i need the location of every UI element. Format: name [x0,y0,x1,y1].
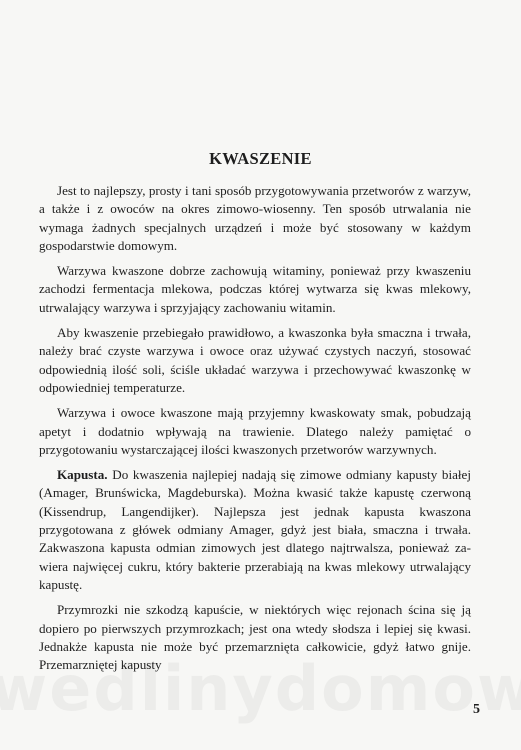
page-number: 5 [473,702,480,717]
paragraph [39,324,471,397]
paragraph-text: Warzywa i owoce kwaszone mają przyjemny kwaskowaty smak, pobudzają apetyt i dodatnio wpływają na trawienie. Dlatego należy pamiętać o przygotowaniu wystarczającej ilości kwaszonych przetworów warzywnych. [39,405,471,457]
body-text [39,182,471,681]
paragraph-kapusta [39,466,471,594]
paragraph [39,262,471,317]
chapter-title: KWASZENIE [209,149,312,168]
paragraph-text: Warzywa kwaszone dobrze zachowują witaminy, ponieważ przy kwaszeniu zachodzi fermentacja mlekowa, podczas której wytwarza się kwas mlekowy, utrwalający warzywa i sprzyjający zachowaniu witamin. [39,263,471,315]
paragraph-text: Przymrozki nie szkodzą kapuście, w niektórych więc rejonach ścina się ją dopiero po pierwszych przymrozkach; jest ona wtedy słodsza i lepiej się kwasi. Jednakże kapusta nie może być przemarznięta całkowicie, gdyż łatwo gnije. Przemarzniętej kapusty [39,602,471,673]
paragraph [39,182,471,255]
paragraph-text: Aby kwaszenie przebiegało prawidłowo, a kwaszonka była smaczna i trwała, należy brać czyste warzywa i owoce oraz używać czystych naczyń, stosować odpowiednią ilość soli, ściśle układać warzywa i przechowywać kwaszonkę w odpowiedniej temperaturze. [39,325,471,395]
paragraph-lead: Kapusta. [57,467,108,483]
paragraph [39,404,471,459]
paragraph-text: Jest to najlepszy, prosty i tani sposób przygotowywania przetworów z warzyw, a także i z owoców na okres zimowo-wiosenny. Ten sposób utrwalania nie wymaga żadnych specjalnych urządzeń i może być stosowany w każdym gospodarstwie domowym. [39,183,471,253]
paragraph [39,601,471,674]
paragraph-text: Do kwaszenia najlepiej nadają się zimowe odmiany kapusty białej (Amager, Brunświcka, Magdeburska). Można kwasić także kapustę czerwoną (Kissendrup, Langendijker). Najlepsza jest jednak kapusta kwaszona przygotowana z główek odmiany Amager, gdyż jest biała, smaczna i trwała. Zakwaszona kapusta odmian zimowych jest dlatego najtrwalsza, ponieważ zawiera najwięcej cukru, który bakterie przerabiają na kwas mlekowy utrwalający kapustę. [39,467,471,592]
